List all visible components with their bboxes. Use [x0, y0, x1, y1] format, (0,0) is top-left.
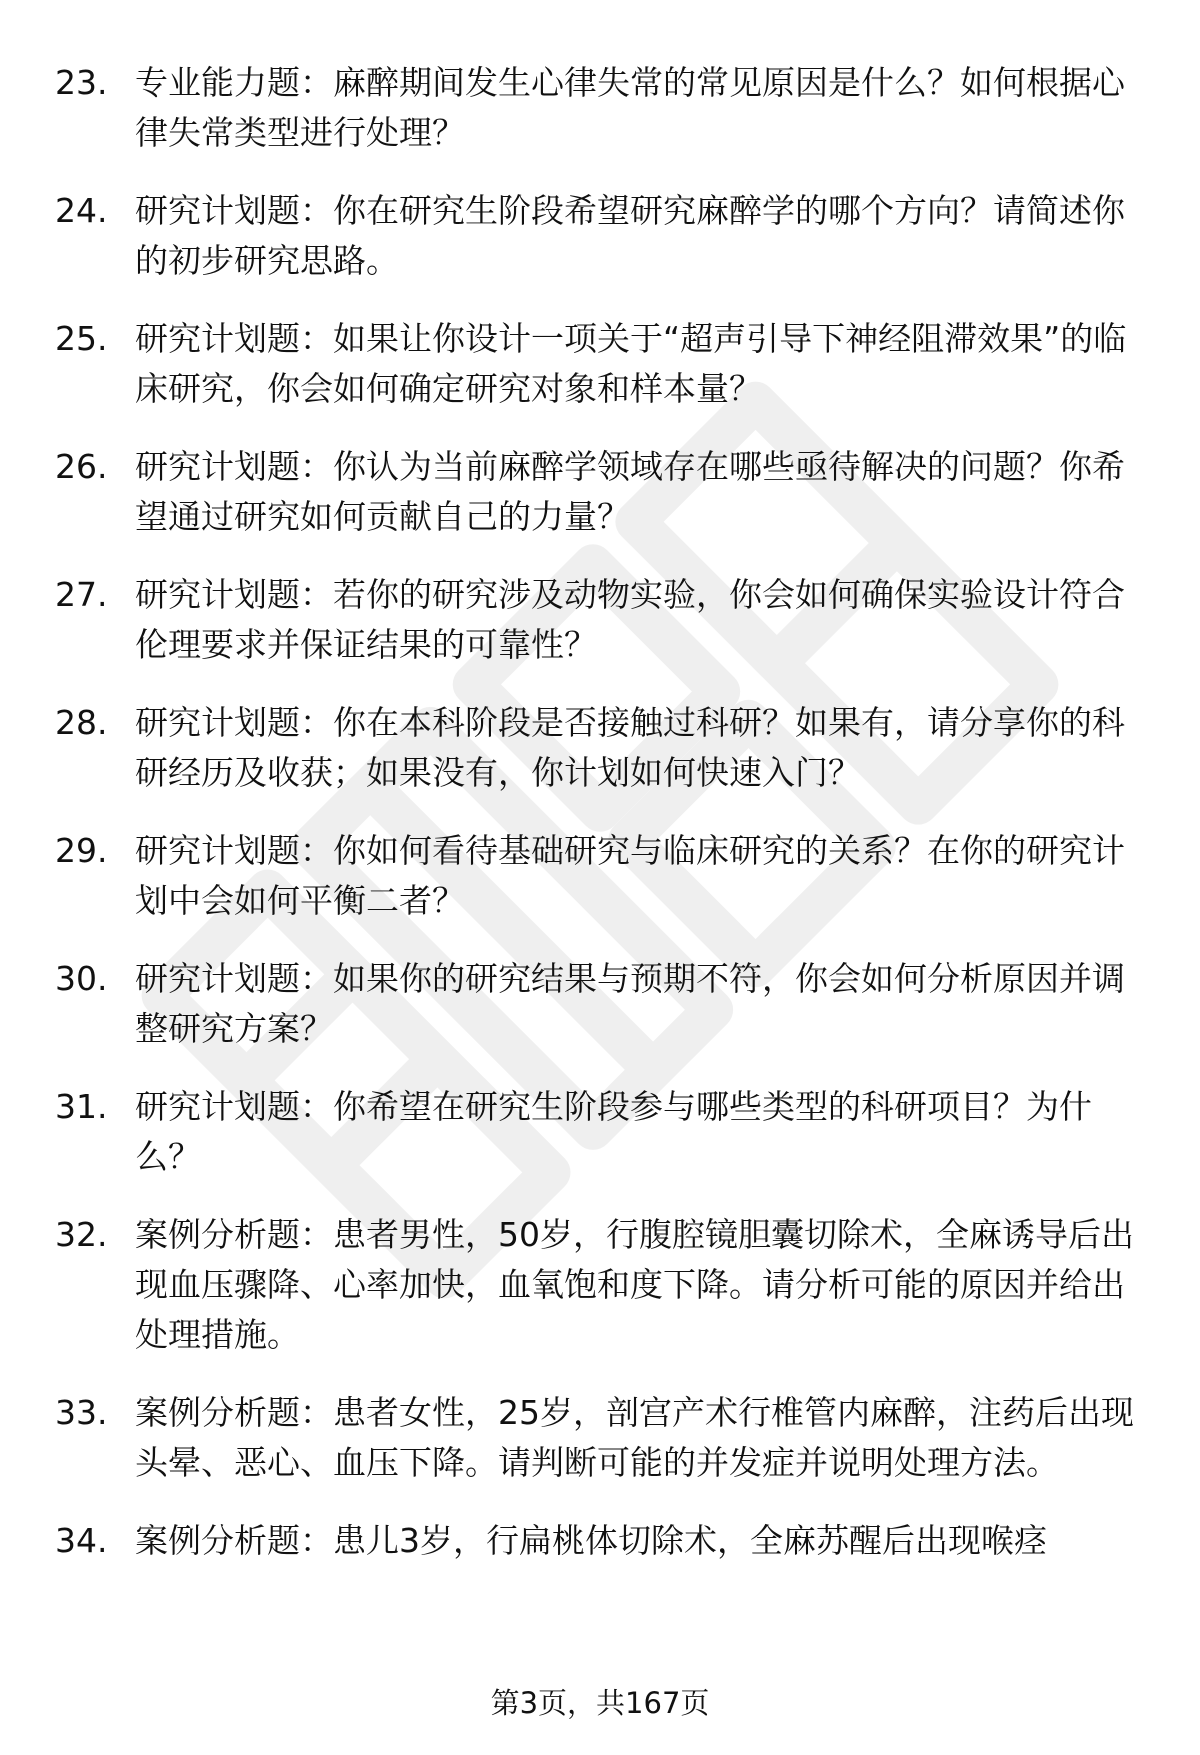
- question-item: [55, 1516, 1155, 1566]
- question-item: [55, 58, 1155, 158]
- question-number: 24.: [55, 191, 108, 230]
- question-number: 27.: [55, 575, 108, 614]
- question-number: 33.: [55, 1393, 108, 1432]
- question-text: 研究计划题：如果你的研究结果与预期不符，你会如何分析原因并调整研究方案？: [135, 959, 1125, 1048]
- question-item: [55, 1388, 1155, 1488]
- question-number: 26.: [55, 447, 108, 486]
- question-item: [55, 826, 1155, 926]
- question-number: 29.: [55, 831, 108, 870]
- question-item: [55, 442, 1155, 542]
- question-text: 研究计划题：你在研究生阶段希望研究麻醉学的哪个方向？请简述你的初步研究思路。: [135, 191, 1125, 280]
- question-list: [55, 58, 1155, 1594]
- question-text: 研究计划题：你认为当前麻醉学领域存在哪些亟待解决的问题？你希望通过研究如何贡献自己的力量？: [135, 447, 1125, 536]
- question-text: 研究计划题：你希望在研究生阶段参与哪些类型的科研项目？为什么？: [135, 1087, 1092, 1176]
- question-text: 研究计划题：如果让你设计一项关于“超声引导下神经阻滞效果”的临床研究，你会如何确定研究对象和样本量？: [135, 319, 1127, 408]
- question-item: [55, 1210, 1155, 1360]
- question-text: 案例分析题：患者男性，50岁，行腹腔镜胆囊切除术，全麻诱导后出现血压骤降、心率加快，血氧饱和度下降。请分析可能的原因并给出处理措施。: [135, 1215, 1134, 1354]
- question-text: 研究计划题：若你的研究涉及动物实验，你会如何确保实验设计符合伦理要求并保证结果的可靠性？: [135, 575, 1125, 664]
- question-item: [55, 186, 1155, 286]
- question-number: 25.: [55, 319, 108, 358]
- question-number: 34.: [55, 1521, 108, 1560]
- question-text: 研究计划题：你在本科阶段是否接触过科研？如果有，请分享你的科研经历及收获；如果没有，你计划如何快速入门？: [135, 703, 1125, 792]
- question-text: 专业能力题：麻醉期间发生心律失常的常见原因是什么？如何根据心律失常类型进行处理？: [135, 63, 1125, 152]
- question-item: [55, 314, 1155, 414]
- question-item: [55, 698, 1155, 798]
- question-item: [55, 954, 1155, 1054]
- question-text: 研究计划题：你如何看待基础研究与临床研究的关系？在你的研究计划中会如何平衡二者？: [135, 831, 1125, 920]
- page-footer: 第3页，共167页: [490, 1686, 710, 1720]
- question-number: 28.: [55, 703, 108, 742]
- question-number: 32.: [55, 1215, 108, 1254]
- question-text: 案例分析题：患者女性，25岁，剖宫产术行椎管内麻醉，注药后出现头晕、恶心、血压下降。请判断可能的并发症并说明处理方法。: [135, 1393, 1134, 1482]
- question-item: [55, 570, 1155, 670]
- question-number: 23.: [55, 63, 108, 102]
- question-item: [55, 1082, 1155, 1182]
- question-number: 31.: [55, 1087, 108, 1126]
- question-text: 案例分析题：患儿3岁，行扁桃体切除术，全麻苏醒后出现喉痉: [135, 1521, 1047, 1560]
- question-number: 30.: [55, 959, 108, 998]
